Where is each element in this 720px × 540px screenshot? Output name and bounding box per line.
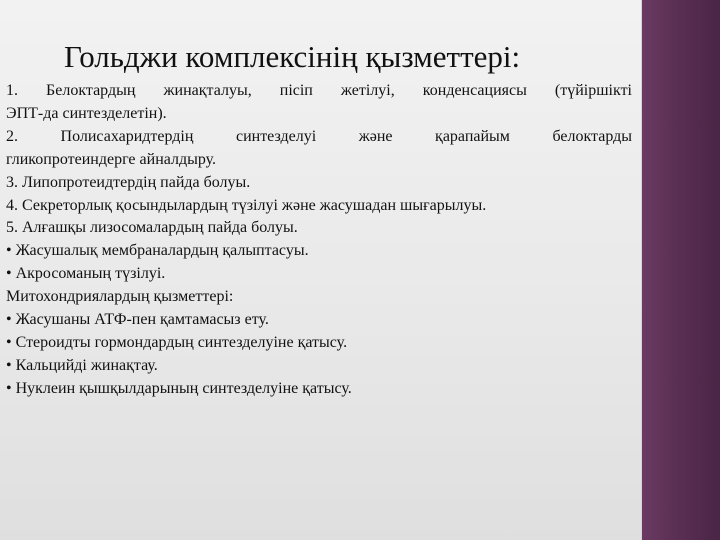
body-line-12: • Стероидты гормондардың синтезделуіне қатысу. — [6, 333, 348, 351]
body-line-7: 5. Алғашқы лизосомалардың пайда болуы. — [6, 219, 298, 237]
body-line-2: ЭПТ-да синтезделетін). — [6, 104, 167, 122]
body-line-13: • Кальцийді жинақтау. — [6, 356, 158, 374]
body-line-14: • Нуклеин қышқылдарының синтезделуіне қатысу. — [6, 379, 352, 397]
body-line-9: • Акросоманың түзілуі. — [6, 265, 166, 283]
slide-title: Гольджи комплексінің қызметтері: — [64, 39, 521, 74]
body-line-6: 4. Секреторлық қосындылардың түзілуі және жасушадан шығарылуы. — [6, 196, 487, 214]
body-line-10: Митохондриялардың қызметтері: — [6, 288, 234, 306]
body-line-3: 2. Полисахаридтердің синтезделуі және қарапайым белоктарды — [6, 127, 632, 145]
slide-body — [6, 80, 632, 401]
body-line-11: • Жасушаны АТФ-пен қамтамасыз ету. — [6, 311, 269, 329]
body-line-5: 3. Липопротеидтердің пайда болуы. — [6, 173, 251, 191]
decorative-side-band — [642, 0, 720, 540]
body-line-1: 1. Белоктардың жинақталуы, пісіп жетілуі, конденсациясы (түйіршікті — [6, 82, 632, 99]
body-line-4: гликопротеиндерге айналдыру. — [6, 150, 217, 168]
body-line-8: • Жасушалық мембраналардың қалыптасуы. — [6, 242, 309, 260]
